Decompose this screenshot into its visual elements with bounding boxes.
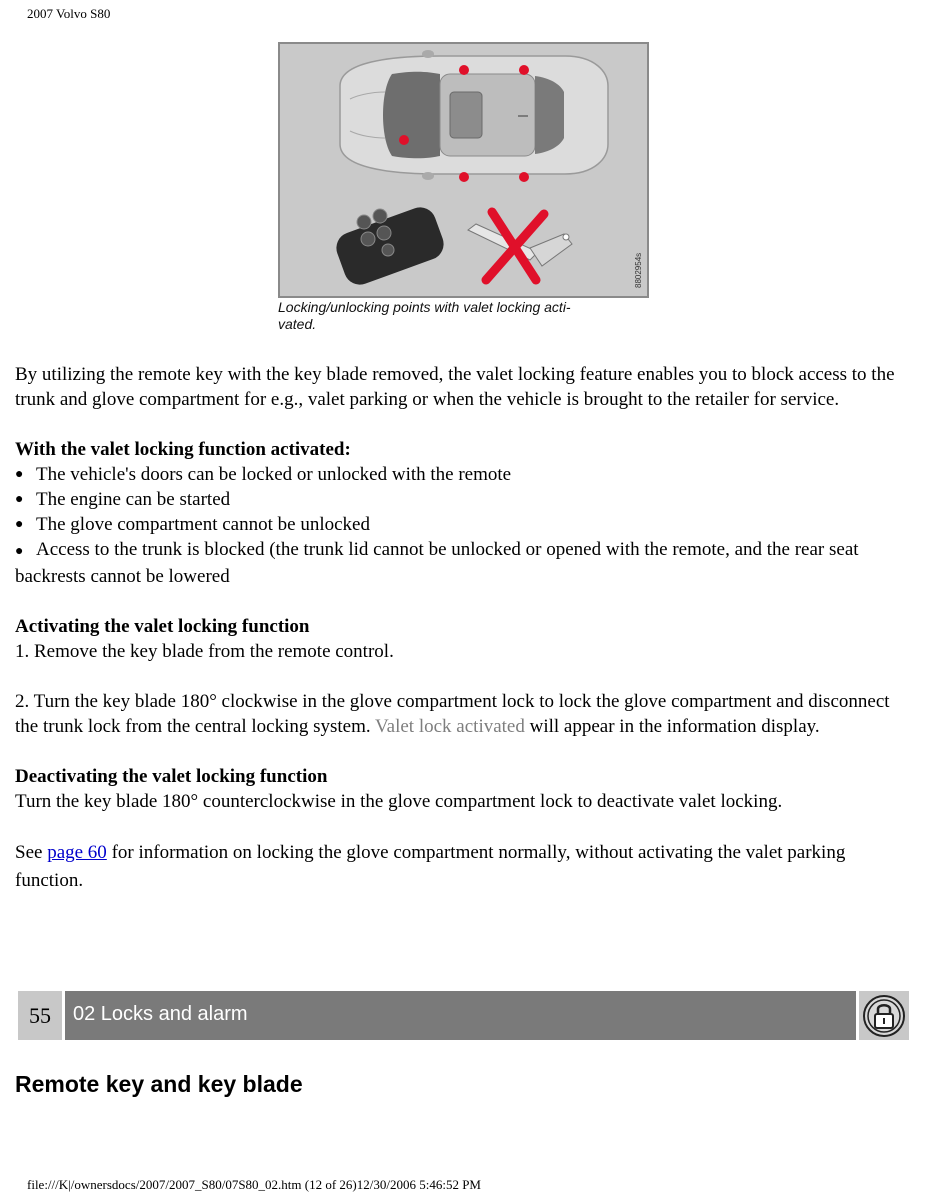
bullet-icon: ● (15, 467, 24, 482)
deactivating-heading: Deactivating the valet locking function (15, 766, 328, 787)
step-2-text-end: will appear in the information display. (524, 716, 820, 737)
display-message-text: Valet lock activated (375, 716, 525, 737)
document-footer: file:///K|/ownersdocs/2007/2007_S80/07S80_02.htm (12 of 26)12/30/2006 5:46:52 PM (27, 1177, 481, 1192)
intro-paragraph: By utilizing the remote key with the key blade removed, the valet locking feature enables you to block access to the trunk and glove compartment for e.g., valet parking or when the vehicle is brought to the retailer for service. (15, 364, 895, 410)
list-item (15, 487, 915, 512)
car-illustration (340, 50, 608, 180)
lock-point-rear-left-door (519, 65, 529, 75)
lock-icon (862, 994, 906, 1038)
valet-locking-illustration (278, 42, 649, 298)
section-heading: Remote key and key blade (15, 1071, 303, 1097)
list-item-text: The vehicle's doors can be locked or unlocked with the remote (36, 464, 512, 485)
list-item (15, 512, 915, 537)
lock-point-rear-right-door (519, 172, 529, 182)
bullet-icon: ● (15, 492, 24, 507)
caption-line-1: Locking/unlocking points with valet locking acti- (278, 299, 571, 315)
page-number: 55 (18, 991, 62, 1040)
figure-caption (278, 299, 658, 333)
step-2-text: 2. Turn the key blade 180° clockwise in the glove compartment lock to lock the glove compartment and disconnect the trunk lock from the central locking system. (15, 691, 890, 737)
bullet-icon: ● (15, 544, 24, 559)
page-60-link[interactable]: page 60 (47, 842, 107, 863)
chapter-title-bar: 02 Locks and alarm (65, 991, 856, 1040)
lock-point-front-right-door (459, 172, 469, 182)
document-body (15, 362, 915, 895)
figure-id-label: 8802954s (634, 252, 643, 288)
see-also-paragraph: See page 60 for information on locking the glove compartment normally, without activating the valet parking function. (15, 842, 846, 891)
document-header: 2007 Volvo S80 (27, 6, 111, 21)
activating-step-2 (15, 689, 915, 739)
list-item-text: The glove compartment cannot be unlocked (36, 514, 370, 535)
deactivating-text: Turn the key blade 180° counterclockwise in the glove compartment lock to deactivate valet locking. (15, 791, 783, 812)
car-top-view-diagram (280, 44, 647, 296)
caption-line-2: vated. (278, 316, 317, 332)
list-item (15, 537, 915, 589)
chapter-icon-box[interactable] (859, 991, 909, 1040)
activated-heading: With the valet locking function activated: (15, 439, 351, 460)
list-item (15, 462, 915, 487)
list-item-text: The engine can be started (36, 489, 231, 510)
lock-point-driver-area (399, 135, 409, 145)
activating-step-1: 1. Remove the key blade from the remote control. (15, 641, 394, 662)
activating-heading: Activating the valet locking function (15, 616, 310, 637)
lock-point-front-left-door (459, 65, 469, 75)
bullet-icon: ● (15, 517, 24, 532)
list-item-text: Access to the trunk is blocked (the trunk lid cannot be unlocked or opened with the remote, and the rear seat backrests cannot be lowered (15, 539, 859, 587)
